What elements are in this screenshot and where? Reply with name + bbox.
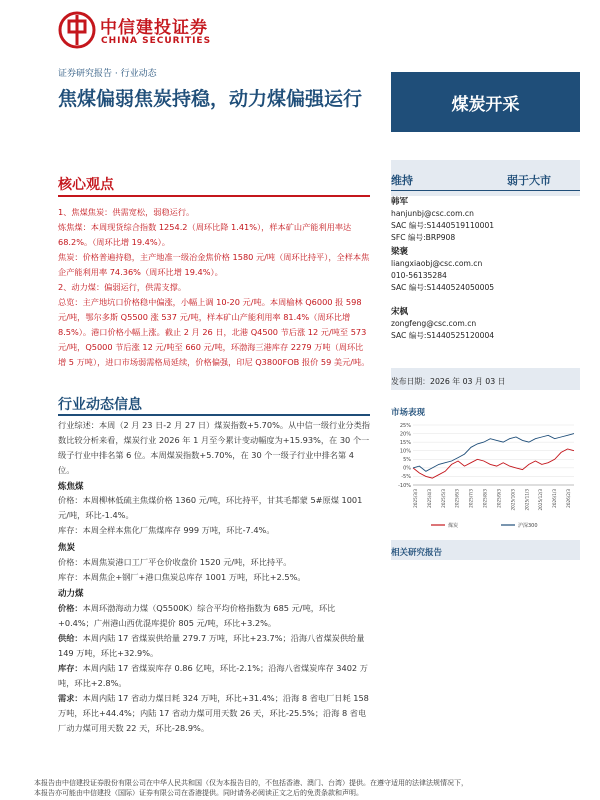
disclaimer-line2: 本报告亦可能由中信建投（国际）证券有限公司在香港提供。同时请务必阅读正文之后的免责条款和声明。: [34, 789, 363, 797]
publish-date-label: 发布日期：: [391, 377, 430, 386]
chart-xtick-label: 2026/1/3: [552, 489, 558, 508]
chart-xtick-label: 2025/10/3: [510, 489, 516, 511]
publish-date: [391, 376, 505, 387]
market-performance-chart: [391, 419, 580, 531]
coking-coal-stock: 库存：本周全样本焦化厂焦煤库存 999 万吨，环比-7.4%。: [58, 525, 275, 535]
core-p2-head: 2、动力煤：偏弱运行，供需支撑。: [58, 282, 187, 292]
analyst-1: [391, 196, 580, 244]
company-logo: [58, 11, 228, 51]
analyst-name: 韩军: [391, 197, 409, 207]
chart-ytick-label: -10%: [398, 482, 411, 489]
analyst-email: liangxiaobj@csc.com.cn: [391, 259, 483, 268]
chart-ytick-label: 5%: [403, 457, 411, 464]
industry-banner: [391, 72, 580, 132]
chart-xtick-label: 2025/4/3: [426, 489, 432, 508]
analyst-email: hanjunbj@csc.com.cn: [391, 209, 474, 218]
analyst-line2: SFC 编号:BRP908: [391, 233, 456, 242]
thermal-demand-text: 本周内陆 17 省动力煤日耗 324 万吨，环比+31.4%；沿海 8 省电厂日耗 158 万吨，环比+44.4%；内陆 17 省动力煤可用天数 26 天，环比-25.5%；沿海 8 省电厂动力煤可用天数 22 天，环比-28.9%。: [58, 693, 369, 733]
chart-ytick-label: 15%: [399, 439, 411, 446]
chart-xtick-label: 2026/2/3: [566, 489, 571, 508]
coking-coal-heading: 炼焦煤: [58, 482, 84, 492]
report-type: 证券研究报告 · 行业动态: [58, 69, 157, 79]
chart-xtick-label: 2025/8/3: [482, 489, 488, 508]
analyst-line1: SAC 编号:S1440525120004: [391, 331, 495, 340]
thermal-supply-text: 本周内陆 17 省煤炭供给量 279.7 万吨，环比+23.7%；沿海八省煤炭供给量 149 万吨，环比+32.9%。: [58, 633, 365, 658]
report-title: 焦煤偏弱焦炭持稳，动力煤偏强运行: [58, 88, 363, 110]
related-research-title: 相关研究报告: [391, 548, 443, 558]
coke-stock: 库存：本周焦企+钢厂+港口焦炭总库存 1001 万吨，环比+2.5%。: [58, 572, 306, 582]
chart-xtick-label: 2025/3/3: [413, 489, 418, 508]
thermal-stock-text: 本周内陆 17 省煤炭库存 0.86 亿吨，环比-2.1%；沿海八省煤炭库存 3402 万吨，环比+2.8%。: [58, 663, 368, 688]
thermal-demand: [58, 691, 370, 736]
thermal-price-text: 本周环渤海动力煤（Q5500K）综合平均价格指数为 685 元/吨，环比+0.4%；广州港山西优混库提价 805 元/吨，环比+3.2%。: [58, 603, 336, 628]
market-performance-title: 市场表现: [391, 408, 426, 418]
analyst-line1: SAC 编号:S1440519110001: [391, 221, 495, 230]
analyst-email: zongfeng@csc.com.cn: [391, 319, 477, 328]
coking-coal-price: 价格：本周柳林低硫主焦煤价格 1360 元/吨，环比持平，甘其毛都蒙 5#原煤 1001 元/吨，环比-1.4%。: [58, 495, 363, 520]
chart-xtick-label: 2025/11/3: [524, 489, 530, 511]
thermal-supply: [58, 631, 370, 661]
analyst-name: 宋枫: [391, 307, 409, 317]
core-p1-head: 1、焦煤焦炭：供需宽松，弱稳运行。: [58, 207, 195, 217]
core-view-title: 核心观点: [58, 177, 114, 193]
rating-label: 维持: [391, 174, 413, 187]
analyst-line1: 010-56135284: [391, 271, 447, 280]
chart-legend-label: 煤炭: [448, 523, 459, 529]
core-p1-body: 炼焦煤：本周现货综合指数 1254.2（周环比降 1.41%），样本矿山产能利用率达 68.2%。（周环比增 19.4%）。: [58, 222, 352, 247]
analyst-line2: SAC 编号:S1440524050005: [391, 283, 495, 292]
logo-name-en: CHINA SECURITIES: [101, 36, 212, 46]
chart-xtick-label: 2025/6/3: [454, 489, 460, 508]
chart-ytick-label: 20%: [399, 431, 411, 438]
thermal-stock: [58, 661, 370, 691]
publish-date-value: 2026 年 03 月 03 日: [429, 377, 506, 386]
rating-value: 弱于大市: [507, 174, 551, 187]
chart-legend-label: 沪深300: [518, 523, 538, 529]
chart-series-line: [413, 449, 574, 478]
disclaimer: [34, 778, 594, 798]
analyst-2: [391, 246, 580, 294]
core-p2-body: 总览：主产地坑口价格稳中偏涨，小幅上调 10-20 元/吨。本周榆林 Q6000 报 598 元/吨，鄂尔多斯 Q5500 涨 537 元/吨，样本矿山产能利用率 81.4%（周环比增 8.5%）。港口价格小幅上涨。截止 2 月 26 日，北港 Q4500 节后涨 12 元/吨至 573 元/吨，Q5000 节后涨 12 元/吨至 660 元/吨，环渤海三港库存 2279 万吨（周环比增 5 万吨），进口市场弱需格局延续，价格偏强，印尼 Q3800FOB 报价 59 美元/吨。: [58, 297, 370, 367]
thermal-coal-heading: 动力煤: [58, 589, 84, 599]
chart-ytick-label: 0%: [403, 465, 411, 472]
coke-price: 价格：本周焦炭港口工厂平仓价收盘价 1520 元/吨，环比持平。: [58, 557, 292, 567]
chart-xtick-label: 2025/5/3: [440, 489, 446, 508]
thermal-demand-label: 需求：: [58, 693, 83, 703]
chart-ytick-label: -5%: [401, 474, 411, 481]
chart-ytick-label: 10%: [399, 448, 411, 455]
chart-xtick-label: 2025/12/3: [538, 489, 544, 511]
analyst-name: 梁褒: [391, 247, 409, 257]
core-view-divider: [58, 195, 370, 197]
rating-divider: [391, 190, 580, 191]
analyst-3: [391, 306, 580, 342]
thermal-price-label: 价格：: [58, 603, 83, 613]
logo-mark-icon: [58, 11, 96, 49]
industry-name: 煤炭开采: [451, 95, 520, 115]
thermal-price: [58, 601, 370, 631]
logo-name-cn: 中信建投证券: [100, 18, 208, 38]
core-p1-coke: 焦炭：价格普遍持稳，主产地准一级冶金焦价格 1580 元/吨（周环比持平），全样本焦企产能利用率 74.36%（周环比增 19.4%）。: [58, 252, 370, 277]
chart-xtick-label: 2025/7/3: [468, 489, 474, 508]
industry-info-divider: [58, 414, 370, 416]
chart-ytick-label: 25%: [399, 422, 411, 429]
coke-heading: 焦炭: [58, 543, 76, 553]
thermal-stock-label: 库存：: [58, 663, 83, 673]
disclaimer-line1: 本报告由中信建投证券股份有限公司在中华人民共和国（仅为本报告目的，不包括香港、澳门、台湾）提供。在遵守适用的法律法规情况下，: [34, 779, 468, 787]
industry-overview: 行业综述：本周（2 月 23 日-2 月 27 日）煤炭指数+5.70%。从中信一级行业分类指数比较分析来看，煤炭行业 2026 年 1 月至今累计变动幅度为+15.93%，在 30 个一级子行业中排名第 6 位。本周煤炭指数+5.70%，在 30 个一级子行业中排名第 4 位。: [58, 420, 370, 475]
chart-xtick-label: 2025/9/3: [496, 489, 502, 508]
industry-info-title: 行业动态信息: [58, 397, 142, 413]
thermal-supply-label: 供给：: [58, 633, 83, 643]
